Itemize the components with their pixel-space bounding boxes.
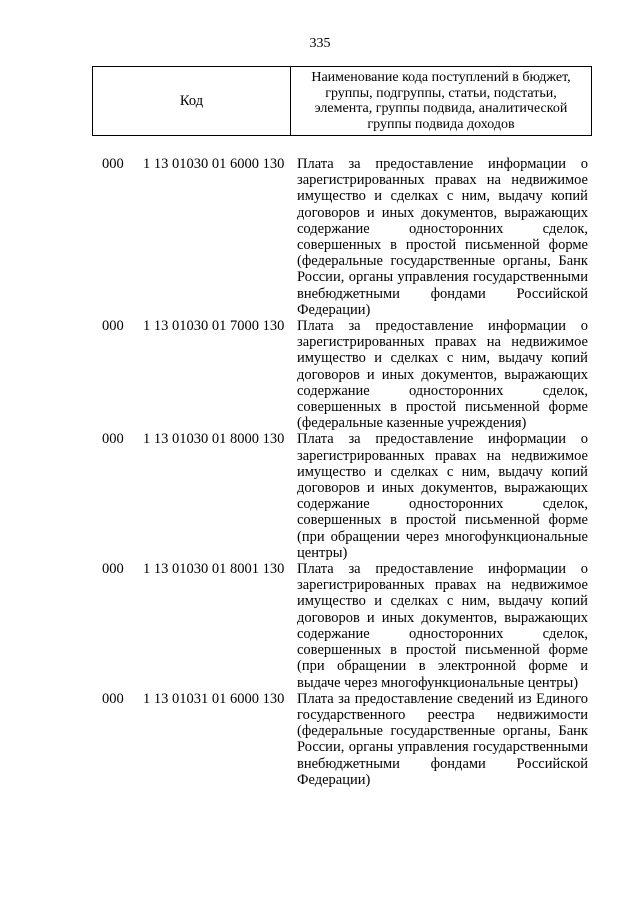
- description-line: совершенных в простой письменной форме: [297, 642, 588, 659]
- admin-code: 000: [102, 156, 124, 172]
- revenue-code: 1 13 01030 01 8000 130: [143, 431, 285, 448]
- revenue-description: [297, 561, 588, 691]
- description-line: совершенных в простой письменной форме: [297, 512, 588, 529]
- revenue-code: 1 13 01030 01 6000 130: [143, 156, 285, 172]
- description-line: содержание односторонних сделок,: [297, 220, 588, 237]
- description-line: зарегистрированных правах на недвижимое: [297, 577, 588, 594]
- revenue-description: [297, 431, 588, 561]
- description-line: Плата за предоставление информации о: [297, 156, 588, 172]
- description-line: (федеральные казенные учреждения): [297, 415, 527, 432]
- revenue-code: 1 13 01030 01 8001 130: [143, 561, 285, 578]
- admin-code: 000: [102, 431, 124, 448]
- revenue-description: [297, 691, 588, 788]
- admin-code: 000: [102, 318, 124, 335]
- page-number: 335: [309, 36, 331, 51]
- description-line: Плата за предоставление информации о: [297, 561, 588, 578]
- description-line: государственного реестра недвижимости: [297, 706, 588, 723]
- description-line: зарегистрированных правах на недвижимое: [297, 334, 588, 351]
- description-line: Плата за предоставление информации о: [297, 318, 588, 335]
- description-line: внебюджетными фондами Российской: [297, 285, 588, 302]
- description-line: центры): [297, 544, 348, 561]
- revenue-code: 1 13 01031 01 6000 130: [143, 690, 285, 707]
- table-row: [0, 431, 640, 561]
- description-line: зарегистрированных правах на недвижимое: [297, 447, 588, 464]
- description-line: Плата за предоставление сведений из Единого: [297, 690, 588, 707]
- description-line: выдаче через многофункциональные центры): [297, 674, 579, 691]
- admin-code: 000: [102, 690, 124, 707]
- description-line: договоров и иных документов, выражающих: [297, 480, 588, 497]
- description-line: имущество и сделках с ним, выдачу копий: [297, 350, 588, 367]
- description-line: (федеральные государственные органы, Банк: [297, 723, 588, 740]
- table-row: [0, 318, 640, 431]
- description-line: внебюджетными фондами Российской: [297, 755, 588, 772]
- table-header: [92, 66, 592, 136]
- description-line: России, органы управления государственными: [297, 739, 588, 756]
- table-row: [0, 561, 640, 691]
- description-line: совершенных в простой письменной форме: [297, 399, 588, 416]
- description-line: Федерации): [297, 301, 371, 318]
- table-row: [0, 156, 640, 318]
- description-line: (при обращении в электронной форме и: [297, 658, 588, 675]
- admin-code: 000: [102, 561, 124, 578]
- description-line: имущество и сделках с ним, выдачу копий: [297, 463, 588, 480]
- header-code-column: Код: [93, 67, 291, 135]
- description-line: содержание односторонних сделок,: [297, 382, 588, 399]
- description-line: договоров и иных документов, выражающих: [297, 366, 588, 383]
- description-line: содержание односторонних сделок,: [297, 625, 588, 642]
- description-line: зарегистрированных правах на недвижимое: [297, 172, 588, 189]
- description-line: договоров и иных документов, выражающих: [297, 609, 588, 626]
- description-line: содержание односторонних сделок,: [297, 496, 588, 513]
- description-line: имущество и сделках с ним, выдачу копий: [297, 188, 588, 205]
- header-name-column: Наименование кода поступлений в бюджет, группы, подгруппы, статьи, подстатьи, элемента, группы подвида, аналитической группы подвида доходов: [311, 70, 571, 132]
- entries-list: [0, 156, 640, 788]
- description-line: договоров и иных документов, выражающих: [297, 204, 588, 221]
- table-row: [0, 691, 640, 788]
- description-line: совершенных в простой письменной форме: [297, 237, 588, 254]
- description-line: Плата за предоставление информации о: [297, 431, 588, 448]
- description-line: России, органы управления государственными: [297, 269, 588, 286]
- revenue-description: [297, 156, 588, 318]
- revenue-code: 1 13 01030 01 7000 130: [143, 318, 285, 335]
- description-line: (при обращении через многофункциональные: [297, 528, 588, 545]
- description-line: Федерации): [297, 771, 371, 788]
- revenue-description: [297, 318, 588, 431]
- description-line: (федеральные государственные органы, Банк: [297, 253, 588, 270]
- description-line: имущество и сделках с ним, выдачу копий: [297, 593, 588, 610]
